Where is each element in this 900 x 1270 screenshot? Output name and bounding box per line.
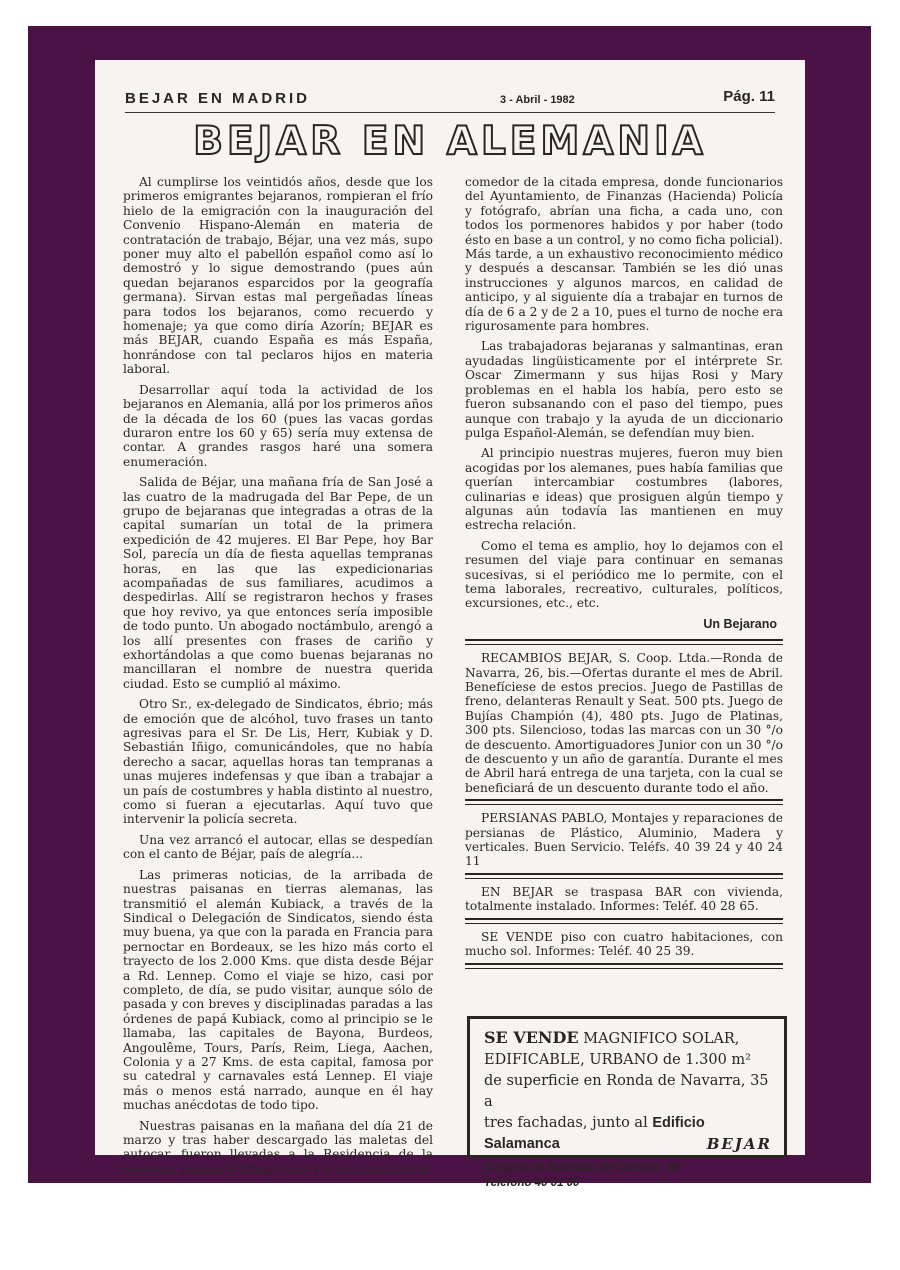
- ad-line: EDIFICABLE, URBANO de 1.300 m²: [484, 1052, 751, 1068]
- article-column-left: [123, 175, 433, 1182]
- article-column-right: [465, 175, 783, 975]
- article-paragraph: Las primeras noticias, de la arribada de nuestras paisanas en tierras alemanas, las transmitió el alemán Kubiack, a través de la Sindical o Delegación de Sindicatos, siendo ésta muy buena, ya que con la parada en Francia para pernoctar en Bordeaux, se les hizo más corto el trayecto de los 2.000 Kms. que dista desde Béjar a Rd. Lennep. Como el viaje se hizo, casi por completo, de día, se pudo visitar, aunque sólo de pasada y con breves y disciplinadas paradas a las órdenes de papá Kubiack, como al principio se le llamaba, las capitales de Bayona, Burdeos, Angoulême, Tours, París, Reim, Liega, Aachen, Colonia y a 27 Kms. de esta capital, famosa por su catedral y carnavales está Lennep. El viaje más o menos está narrado, aunque en él hay muchas anécdotas de todo tipo.: [123, 867, 433, 1113]
- issue-date: 3 - Abril - 1982: [500, 94, 575, 106]
- headline: BEJAR EN ALEMANIA: [193, 119, 707, 164]
- article-paragraph: Una vez arrancó el autocar, ellas se despedían con el canto de Béjar, país de alegría...: [123, 832, 433, 862]
- ad-recambios: [465, 651, 783, 795]
- author-signature: Un Bejarano: [703, 616, 777, 631]
- article-paragraph: Al principio nuestras mujeres, fueron muy bien acogidas por los alemanes, pues había familias que querían intercambiar costumbres (labores, culinarias e ideas) que prosiguen algún tiempo y algunas aún todavía las mantienen en muy estrecha relación.: [465, 446, 783, 533]
- ad-bar: [465, 885, 783, 914]
- ad-text: RECAMBIOS BEJAR, S. Coop. Ltda.—Ronda de Navarra, 26, bis.—Ofertas durante el mes de Abril. Benefíciese de estos precios. Juego de Pastillas de freno, delanteras Renault y Seat. 500 pts. Juego de Bujías Champión (4), 480 pts. Jugo de Platinas, 300 pts. Silencioso, todas las marcas con un 30 °/o de descuento. Amortiguadores Junior con un 30 °/o de descuento y un año de garantía. Durante el mes de Abril hará entrega de una tarjeta, con la cual se beneficiará de un descuento durante todo el año.: [465, 651, 783, 795]
- section-title: BEJAR EN MADRID: [125, 90, 311, 107]
- ad-phone: Teléfono 40 01 00: [484, 1177, 580, 1189]
- ad-line: tres fachadas, junto al: [484, 1115, 648, 1131]
- article-paragraph: comedor de la citada empresa, donde funcionarios del Ayuntamiento, de Finanzas (Hacienda) Policía y fotógrafo, abrían una ficha, a cada uno, con todos los pormenores habidos y por haber (todo ésto en base a un control, y no como ficha policial). Más tarde, a un exhaustivo reconocimiento médico y después a descansar. También se les dió unas instrucciones y algunos marcos, en calidad de anticipo, y al siguiente día a trabajar en turnos de día de 6 a 2 y de 2 a 10, pues el turno de noche era rigurosamente para hombres.: [465, 175, 783, 334]
- ad-text: SE VENDE piso con cuatro habitaciones, con mucho sol. Informes: Teléf. 40 25 39.: [465, 929, 783, 959]
- article-paragraph: Desarrollar aquí toda la actividad de los bejaranos en Alemania, allá por los primeros años de la década de los 60 (pues las vacas gordas duraron entre los 60 y 65) sería muy extensa de contar. A grandes rasgos haré una somera enumeración.: [123, 382, 433, 469]
- article-paragraph: Al cumplirse los veintidós años, desde que los primeros emigrantes bejaranos, rompieran el frío hielo de la emigración con la inauguración del Convenio Hispano-Alemán en materia de contratación de trabajo, Béjar, una vez más, supo poner muy alto el pabellón español como así lo demostró y lo sigue demostrando (pues aún quedan bejaranos esparcidos por la geografía germana). Sirvan estas mal pergeñadas líneas para todos los bejaranos, como recuerdo y homenaje; ya que como diría Azorín; BEJAR es más BEJAR, cuando España es más España, honrándose con tal peclaros hijos en materia laboral.: [123, 175, 433, 377]
- divider: [465, 918, 783, 924]
- ad-line: de superficie en Ronda de Navarra, 35 a: [484, 1073, 769, 1110]
- page-header: [125, 86, 775, 113]
- ad-piso: [465, 930, 783, 959]
- article-paragraph: Nuestras paisanas en la mañana del día 21 de marzo y tras haber descargado las maletas del autocar, fueron llevadas a la Residencia de la empresa Johann Wülfing Sohn y a continuación al: [123, 1118, 433, 1176]
- divider: [465, 799, 783, 805]
- divider: [465, 873, 783, 879]
- article-paragraph: Las trabajadoras bejaranas y salmantinas, eran ayudadas lingüisticamente por el intérprete Sr. Oscar Zimermann y sus hijas Rosi y Mary problemas en el habla los había, pero esto se fueron subsanando con el paso del tiempo, pues aunque con trabajo y la ayuda de un diccionario pulga Español-Alemán, se defendían muy bien.: [465, 339, 783, 440]
- ad-logo: BEJAR: [706, 1135, 772, 1153]
- ad-address: Dirigirse al Apartado de Correos, 36: [484, 1162, 680, 1174]
- newspaper-clipping: [95, 60, 805, 1189]
- ad-lead: SE VENDE: [484, 1028, 579, 1047]
- article-paragraph: Otro Sr., ex-delegado de Sindicatos, ébrio; más de emoción que de alcóhol, tuvo frases un tanto agresivas para el Sr. De Lis, Herr, Kubiak y D. Sebastián Iñigo, comunicándoles, que no había derecho a sacar, aquellas horas tan tempranas a unas mujeres indefensas y que iban a trabajar a un país de costumbres y habla distinto al nuestro, como si fueran a ejecutarlas. Aquí tuvo que intervenir la policía secreta.: [123, 697, 433, 827]
- ad-contact: [484, 1161, 770, 1191]
- ad-line: MAGNIFICO SOLAR,: [583, 1031, 740, 1047]
- page-number: Pág. 11: [723, 88, 775, 105]
- ad-persianas: [465, 811, 783, 869]
- article-paragraph: Como el tema es amplio, hoy lo dejamos con el resumen del viaje para continuar en semanas sucesivas, si el periódico me lo permite, con el tema laborales, recreativo, culturales, políticos, excursiones, etc., etc.: [465, 538, 783, 611]
- ad-text: EN BEJAR se traspasa BAR con vivienda, totalmente instalado. Informes: Teléf. 40 28 65.: [465, 884, 783, 914]
- ad-text: PERSIANAS PABLO, Montajes y reparaciones de persianas de Plástico, Aluminio, Madera y verticales. Buen Servicio. Teléfs. 40 39 24 y 40 24 11: [465, 811, 783, 869]
- article-paragraph: Salida de Béjar, una mañana fría de San José a las cuatro de la madrugada del Bar Pepe, de un grupo de bejaranas que integradas a otras de la capital sumarían un total de la primera expedición de 42 mujeres. El Bar Pepe, hoy Bar Sol, parecía un día de fiesta aquellas tempranas horas, en las que las expedicionarias acompañadas de sus familiares, acudimos a despedirlas. Allí se registraron hechos y frases que hoy revivo, ya que entonces sería imposible de todo punto. Un abogado noctámbulo, arengó a los allí presentes con frases de cariño y exhortándolas a que como buenas bejaranas no mancillaran el nombre de nuestra querida ciudad. Esto se cumplió al máximo.: [123, 475, 433, 691]
- divider: [465, 963, 783, 969]
- ad-solar-box: [467, 1016, 787, 1189]
- ad-building-name: Edificio Salamanca: [484, 1115, 705, 1152]
- divider: [465, 639, 783, 645]
